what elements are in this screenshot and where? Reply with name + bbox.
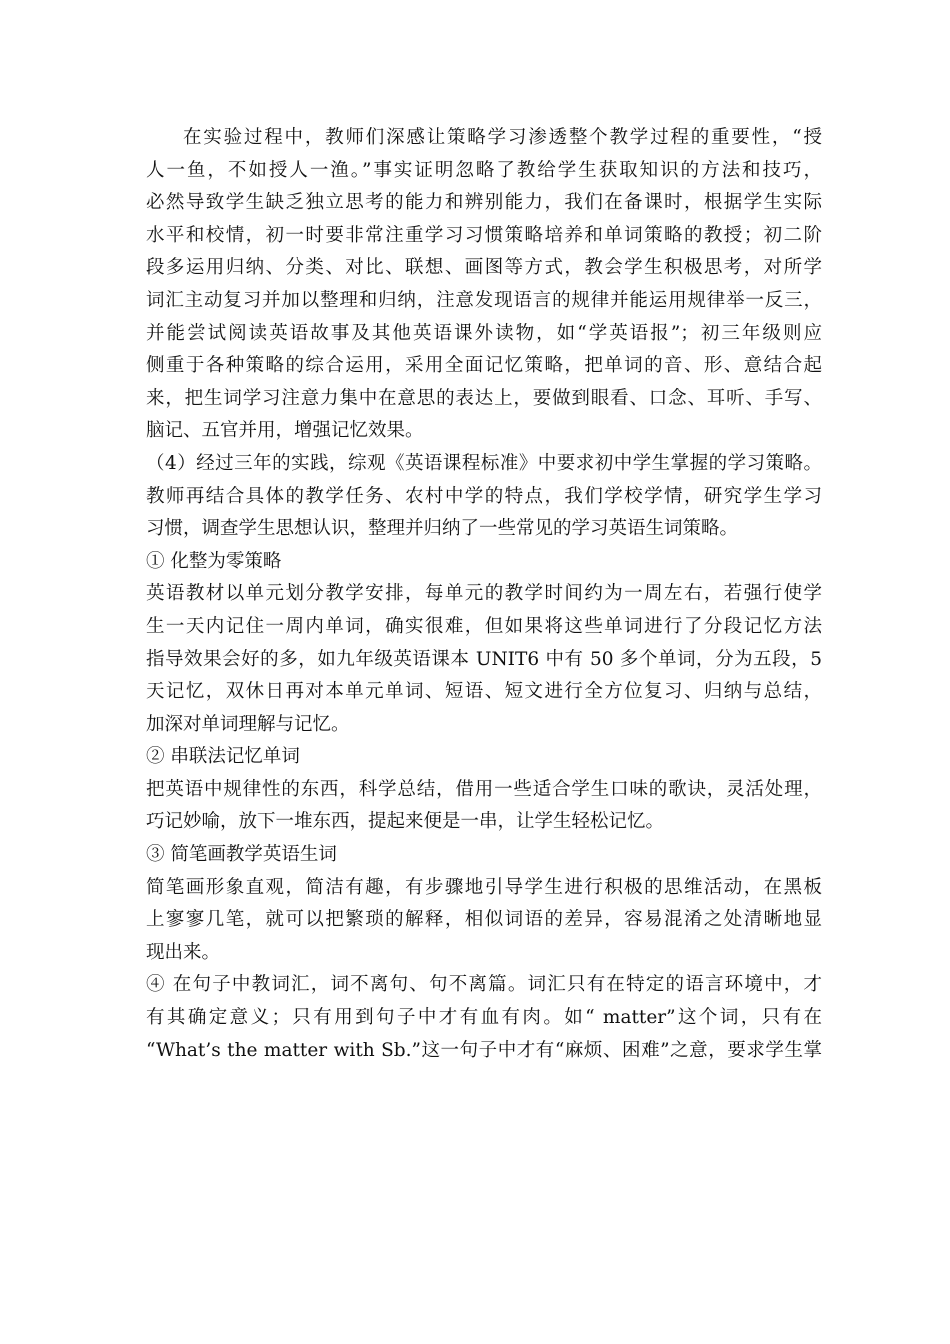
paragraph-line: 指导效果会好的多，如九年级英语课本 UNIT6 中有 50 多个单词，分为五段，5	[146, 648, 822, 670]
strategy-heading-1: ① 化整为零策略	[146, 550, 282, 572]
strategy-heading-4: ④ 在句子中教词汇，词不离句、句不离篇。词汇只有在特定的语言环境中，才	[146, 974, 822, 996]
paragraph-line: 教师再结合具体的教学任务、农村中学的特点，我们学校学情，研究学生学习	[146, 485, 822, 507]
paragraph-line: 生一天内记住一周内单词，确实很难，但如果将这些单词进行了分段记忆方法	[146, 615, 822, 637]
paragraph-line: 天记忆，双休日再对本单元单词、短语、短文进行全方位复习、归纳与总结，	[146, 681, 822, 703]
paragraph-line: 在实验过程中，教师们深感让策略学习渗透整个教学过程的重要性，“授	[183, 127, 822, 148]
strategy-heading-2: ② 串联法记忆单词	[146, 746, 300, 768]
paragraph-line: 段多运用归纳、分类、对比、联想、画图等方式，教会学生积极思考，对所学	[146, 257, 822, 279]
paragraph-line: 侧重于各种策略的综合运用，采用全面记忆策略，把单词的音、形、意结合起	[146, 355, 822, 377]
paragraph-line: 巧记妙喻，放下一堆东西，提起来便是一串，让学生轻松记忆。	[146, 811, 665, 833]
strategy-heading-3: ③ 简笔画教学英语生词	[146, 844, 337, 866]
paragraph-line: 简笔画形象直观，简洁有趣，有步骤地引导学生进行积极的思维活动，在黑板	[146, 876, 822, 898]
paragraph-line: 脑记、五官并用，增强记忆效果。	[146, 420, 424, 442]
paragraph-line: 有其确定意义；只有用到句子中才有血有肉。如“ matter”这个词，只有在	[146, 1007, 822, 1029]
section-heading-4: （4）经过三年的实践，综观《英语课程标准》中要求初中学生掌握的学习策略。	[146, 452, 822, 474]
paragraph-line: 习惯，调查学生思想认识，整理并归纳了一些常见的学习英语生词策略。	[146, 518, 739, 540]
paragraph-line: 必然导致学生缺乏独立思考的能力和辨别能力，我们在备课时，根据学生实际	[146, 192, 822, 214]
paragraph-line: 来，把生词学习注意力集中在意思的表达上，要做到眼看、口念、耳听、手写、	[146, 387, 822, 409]
paragraph-line: 并能尝试阅读英语故事及其他英语课外读物，如“学英语报”；初三年级则应	[146, 322, 822, 344]
paragraph-line: 现出来。	[146, 941, 221, 963]
paragraph-line: 加深对单词理解与记忆。	[146, 713, 350, 735]
paragraph-line: 词汇主动复习并加以整理和归纳，注意发现语言的规律并能运用规律举一反三，	[146, 289, 822, 311]
paragraph-line: 把英语中规律性的东西，科学总结，借用一些适合学生口味的歌诀，灵活处理，	[146, 778, 822, 800]
paragraph-line: 上寥寥几笔，就可以把繁琐的解释，相似词语的差异，容易混淆之处清晰地显	[146, 909, 822, 931]
paragraph-line: “What’s the matter with Sb.”这一句子中才有“麻烦、困难”之意，要求学生掌	[146, 1039, 822, 1061]
paragraph-line: 水平和校情，初一时要非常注重学习习惯策略培养和单词策略的教授；初二阶	[146, 224, 822, 246]
paragraph-line: 人一鱼，不如授人一渔。”事实证明忽略了教给学生获取知识的方法和技巧，	[146, 159, 822, 181]
paragraph-line: 英语教材以单元划分教学安排，每单元的教学时间约为一周左右，若强行使学	[146, 583, 822, 605]
document-body	[146, 122, 822, 1067]
